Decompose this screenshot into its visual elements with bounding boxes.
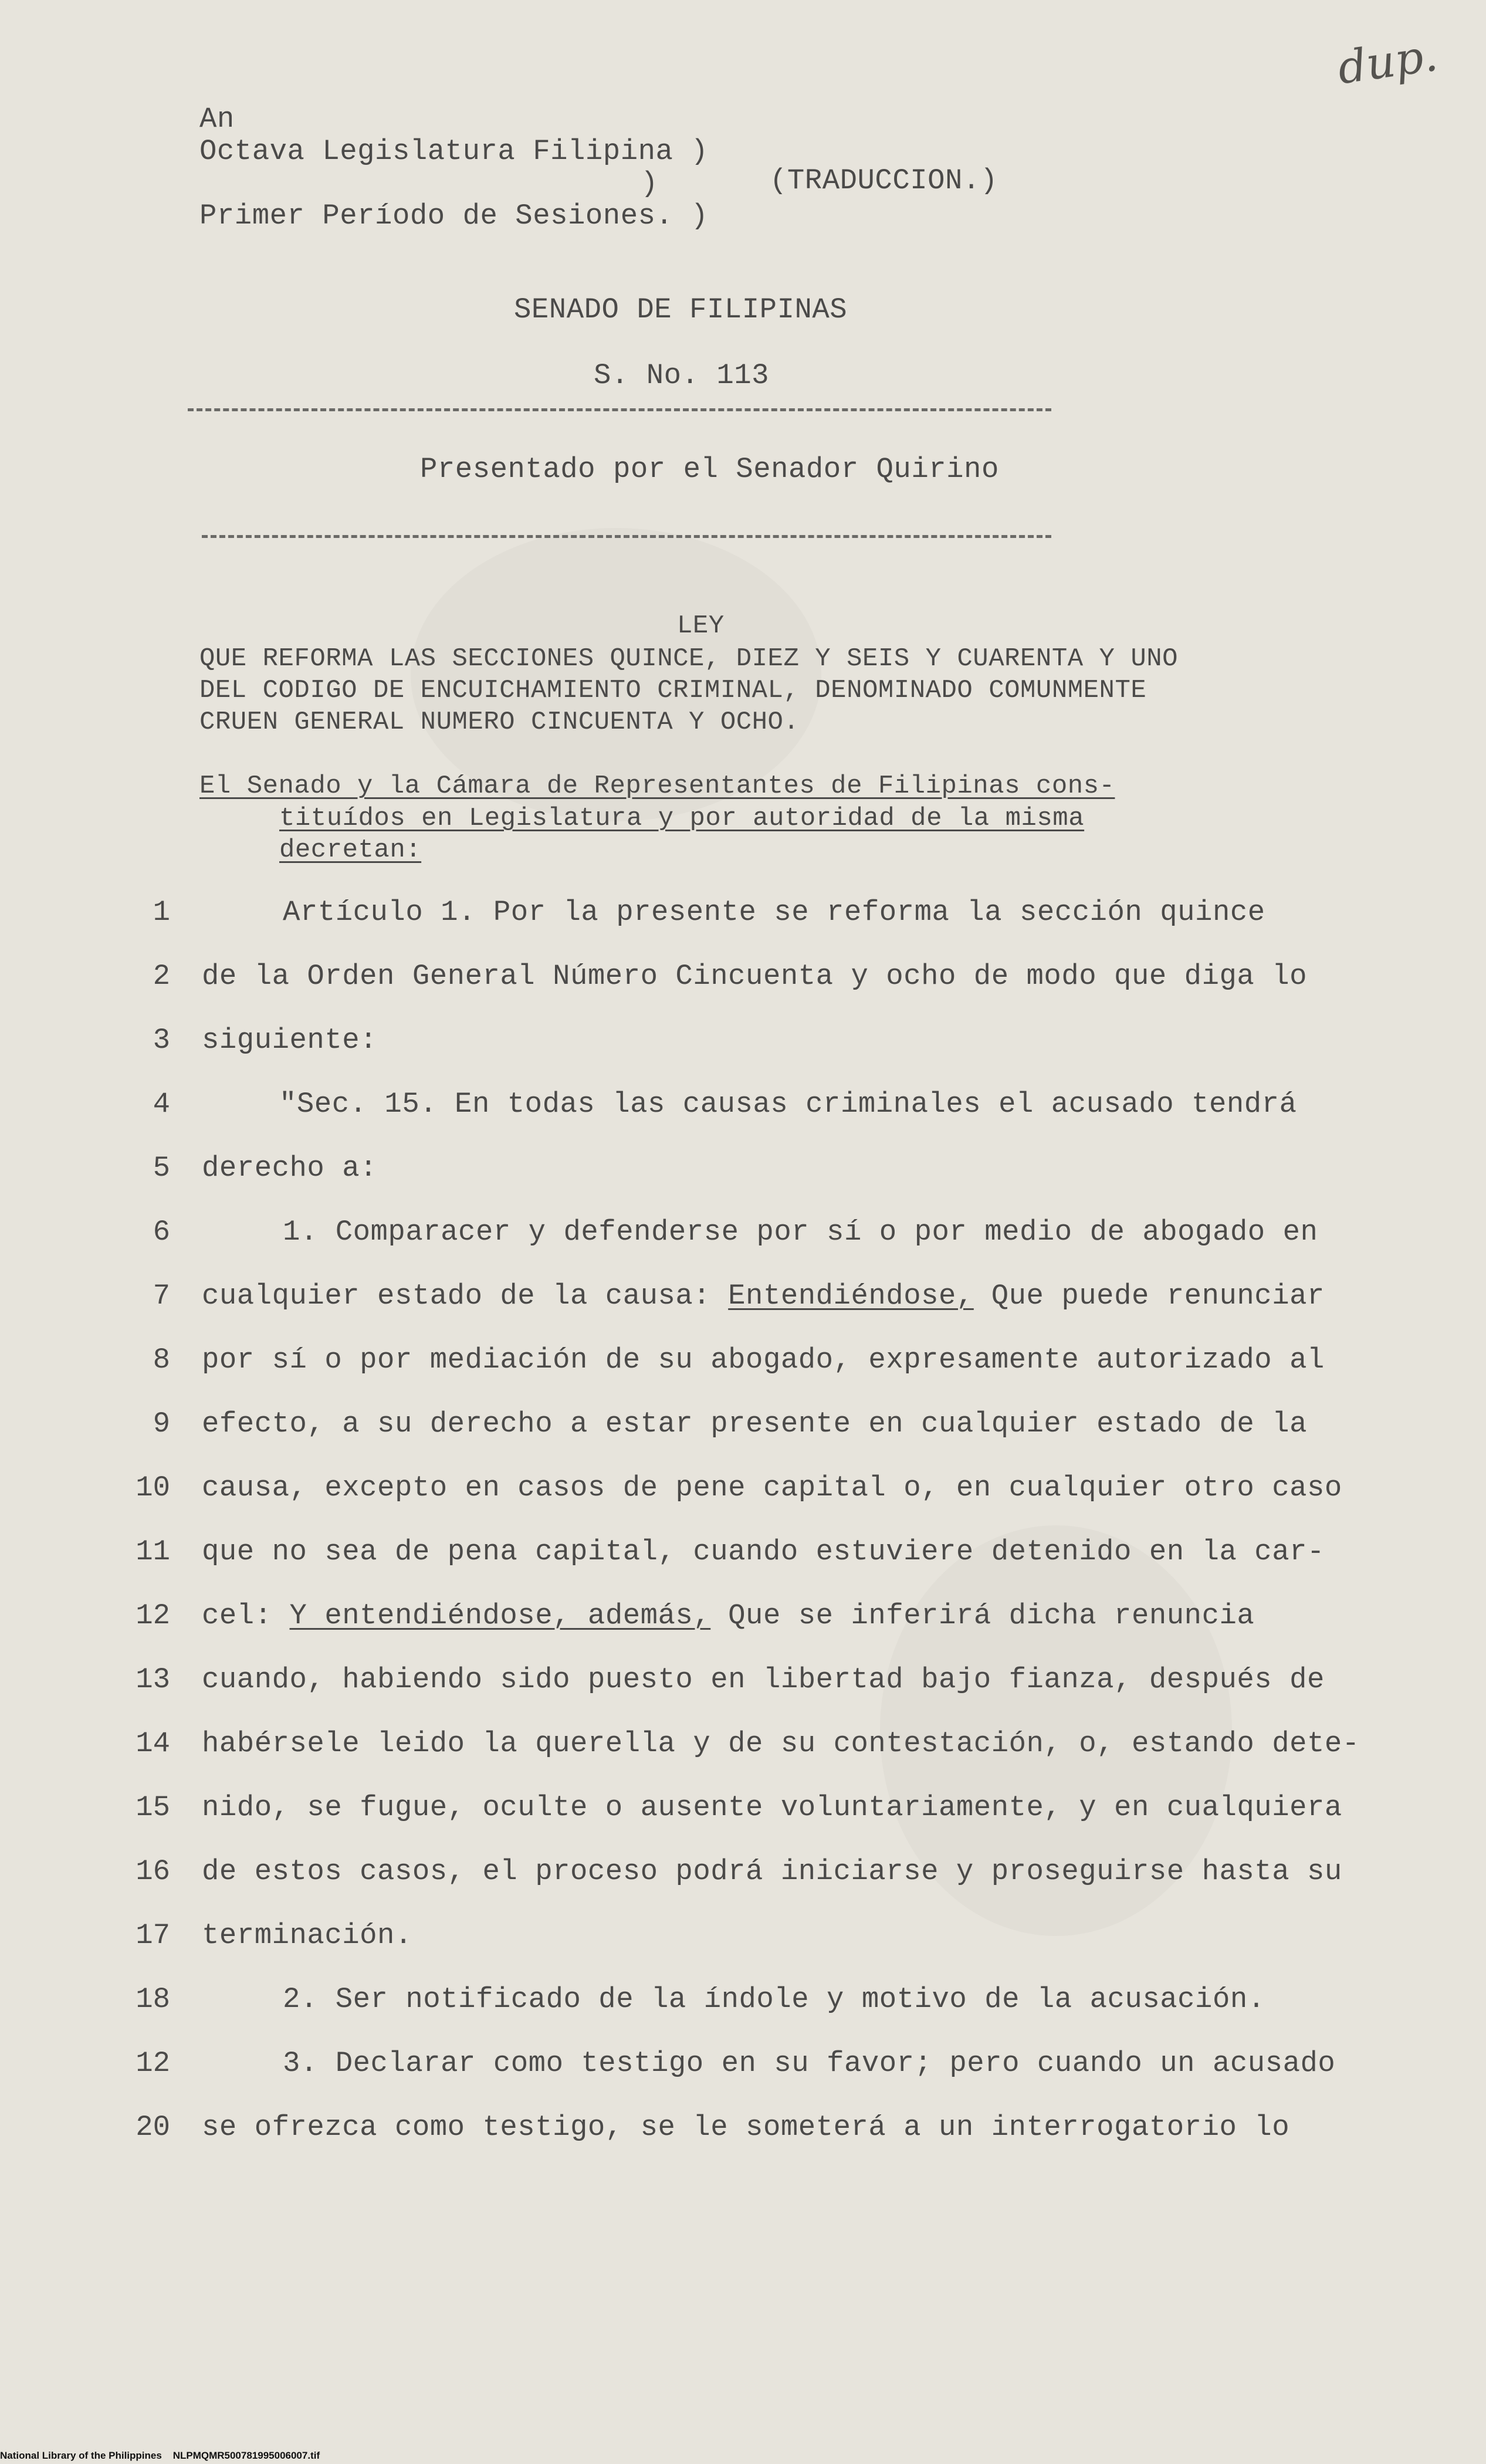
body-text: cel: — [202, 1599, 290, 1632]
header-line-an: An — [199, 103, 235, 136]
ley-heading: LEY — [677, 611, 725, 641]
body-text: Que puede renunciar — [973, 1280, 1325, 1312]
body-line: 3. Declarar como testigo en su favor; pero cuando un acusado — [283, 2047, 1336, 2080]
dashed-rule-top — [188, 408, 1051, 411]
dashed-rule-bottom — [202, 535, 1051, 538]
body-text: cualquier estado de la causa: — [202, 1280, 729, 1312]
body-line — [202, 1280, 1325, 1312]
enacting-clause: decretan: — [279, 835, 422, 865]
line-number: 3 — [153, 1024, 170, 1057]
body-line: de la Orden General Número Cincuenta y ocho de modo que diga lo — [202, 960, 1308, 993]
bill-number: S. No. 113 — [594, 359, 770, 392]
line-number: 11 — [136, 1535, 170, 1568]
line-number: 9 — [153, 1407, 170, 1440]
traduccion-label: (TRADUCCION.) — [770, 164, 998, 197]
body-line: efecto, a su derecho a estar presente en cualquier estado de la — [202, 1407, 1308, 1440]
line-number: 20 — [136, 2111, 170, 2144]
header-periodo: Primer Período de Sesiones. ) — [199, 199, 709, 232]
body-line: de estos casos, el proceso podrá iniciarse y proseguirse hasta su — [202, 1855, 1342, 1888]
body-line: "Sec. 15. En todas las causas criminales el acusado tendrá — [279, 1088, 1297, 1121]
line-number: 8 — [153, 1343, 170, 1376]
body-line: Artículo 1. Por la presente se reforma la sección quince — [283, 896, 1265, 929]
line-number: 13 — [136, 1663, 170, 1696]
body-line: que no sea de pena capital, cuando estuviere detenido en la car- — [202, 1535, 1325, 1568]
ley-title-line: QUE REFORMA LAS SECCIONES QUINCE, DIEZ Y SEIS Y CUARENTA Y UNO — [199, 644, 1179, 673]
senate-title: SENADO DE FILIPINAS — [514, 293, 848, 326]
body-line: terminación. — [202, 1919, 412, 1952]
archive-footer: National Library of the Philippines NLPMQMR500781995006007.tif — [0, 2450, 320, 2461]
body-line: 2. Ser notificado de la índole y motivo de la acusación. — [283, 1983, 1265, 2016]
handwritten-annotation: dup. — [1334, 28, 1441, 94]
line-number: 10 — [136, 1471, 170, 1504]
header-legislatura: Octava Legislatura Filipina ) — [199, 135, 709, 168]
body-line: siguiente: — [202, 1024, 378, 1057]
body-text: Que se inferirá dicha renuncia — [710, 1599, 1255, 1632]
body-line: se ofrezca como testigo, se le someterá a un interrogatorio lo — [202, 2111, 1290, 2144]
line-number: 15 — [136, 1791, 170, 1824]
line-number: 7 — [153, 1280, 170, 1312]
enacting-clause: El Senado y la Cámara de Representantes de Filipinas cons- — [199, 771, 1115, 801]
line-number: 16 — [136, 1855, 170, 1888]
line-number: 4 — [153, 1088, 170, 1121]
line-number: 1 — [153, 896, 170, 929]
line-number: 2 — [153, 960, 170, 993]
ley-title-line: DEL CODIGO DE ENCUICHAMIENTO CRIMINAL, DENOMINADO COMUNMENTE — [199, 676, 1147, 705]
line-number: 14 — [136, 1727, 170, 1760]
header-bracket: ) — [641, 167, 658, 200]
body-line — [202, 1599, 1254, 1632]
ley-title-line: CRUEN GENERAL NUMERO CINCUENTA Y OCHO. — [199, 708, 800, 737]
body-line: causa, excepto en casos de pene capital o, en cualquier otro caso — [202, 1471, 1342, 1504]
presented-by: Presentado por el Senador Quirino — [420, 453, 999, 486]
body-line: cuando, habiendo sido puesto en libertad bajo fianza, después de — [202, 1663, 1325, 1696]
line-number: 17 — [136, 1919, 170, 1952]
line-number: 6 — [153, 1216, 170, 1248]
body-line: por sí o por mediación de su abogado, expresamente autorizado al — [202, 1343, 1325, 1376]
line-number: 5 — [153, 1152, 170, 1184]
underlined-proviso: Entendiéndose, — [728, 1280, 974, 1312]
body-line: habérsele leido la querella y de su contestación, o, estando dete- — [202, 1727, 1360, 1760]
enacting-clause: tituídos en Legislatura y por autoridad de la misma — [279, 804, 1085, 833]
line-number: 18 — [136, 1983, 170, 2016]
body-line: nido, se fugue, oculte o ausente voluntariamente, y en cualquiera — [202, 1791, 1342, 1824]
body-line: 1. Comparacer y defenderse por sí o por medio de abogado en — [283, 1216, 1318, 1248]
body-line: derecho a: — [202, 1152, 378, 1184]
line-number: 12 — [136, 2047, 170, 2080]
line-number: 12 — [136, 1599, 170, 1632]
underlined-proviso: Y entendiéndose, además, — [289, 1599, 711, 1632]
